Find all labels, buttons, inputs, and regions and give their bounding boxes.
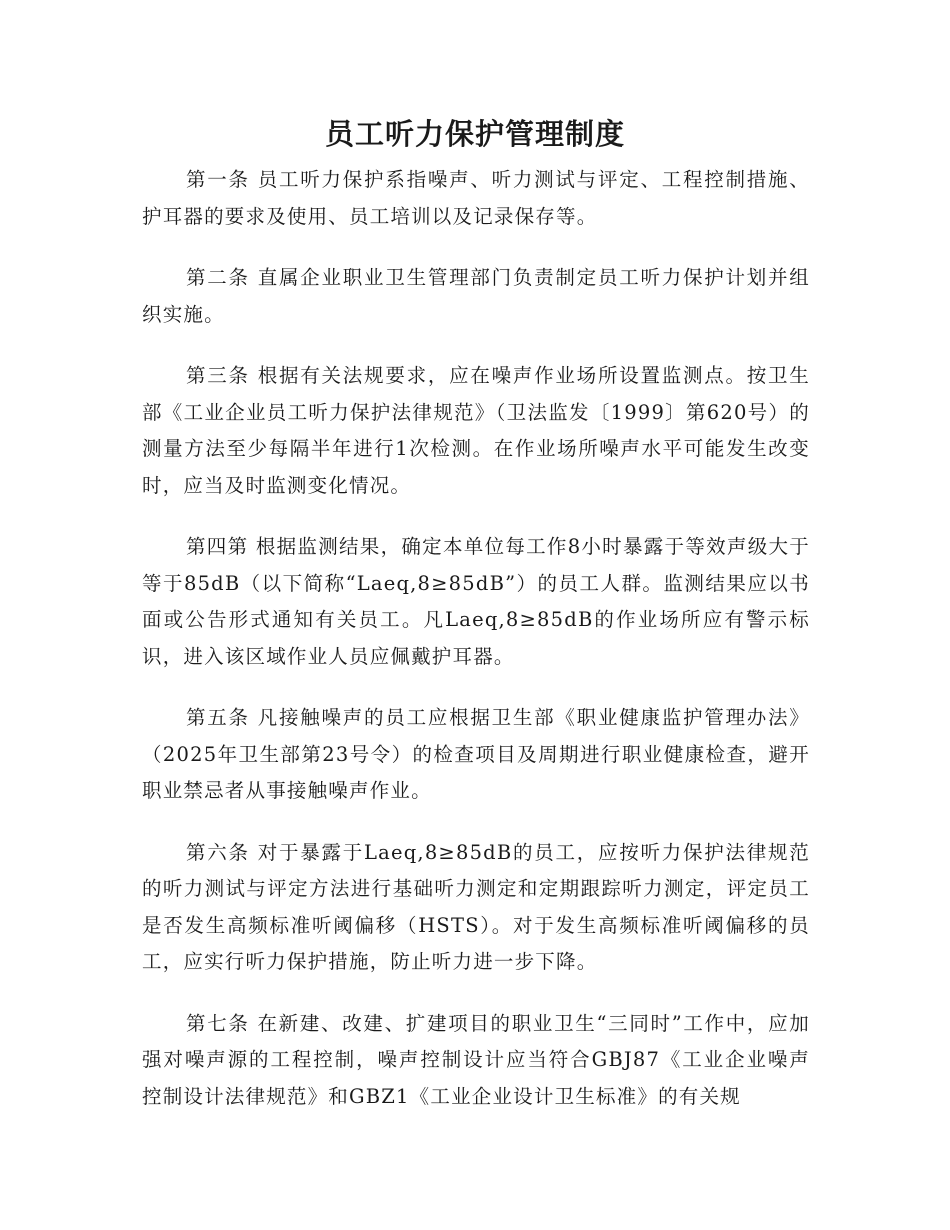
document-body [142, 162, 810, 1140]
article-3: 第三条 根据有关法规要求，应在噪声作业场所设置监测点。按卫生部《工业企业员工听力保护法律规范》（卫法监发〔1999〕第620号）的测量方法至少每隔半年进行1次检测。在作业场所噪声水平可能发生改变时，应当及时监测变化情况。 [142, 364, 810, 497]
article-6: 第六条 对于暴露于Laeq,8≥85dB的员工，应按听力保护法律规范的听力测试与评定方法进行基础听力测定和定期跟踪听力测定，评定员工是否发生高频标准听阈偏移（HSTS）。对于发生高频标准听阈偏移的员工，应实行听力保护措施，防止听力进一步下降。 [142, 840, 810, 973]
article-5: 第五条 凡接触噪声的员工应根据卫生部《职业健康监护管理办法》（2025年卫生部第23号令）的检查项目及周期进行职业健康检查，避开职业禁忌者从事接触噪声作业。 [142, 706, 810, 802]
article-2: 第二条 直属企业职业卫生管理部门负责制定员工听力保护计划并组织实施。 [142, 266, 810, 326]
document-title: 员工听力保护管理制度 [324, 117, 625, 151]
article-1: 第一条 员工听力保护系指噪声、听力测试与评定、工程控制措施、护耳器的要求及使用、员工培训以及记录保存等。 [142, 168, 810, 228]
article-7: 第七条 在新建、改建、扩建项目的职业卫生“三同时”工作中，应加强对噪声源的工程控制，噪声控制设计应当符合GBJ87《工业企业噪声控制设计法律规范》和GBZ1《工业企业设计卫生标准》的有关规 [142, 1011, 810, 1108]
article-4: 第四第 根据监测结果，确定本单位每工作8小时暴露于等效声级大于等于85dB（以下简称“Laeq,8≥85dB”）的员工人群。监测结果应以书面或公告形式通知有关员工。凡Laeq,8≥85dB的作业场所应有警示标识，进入该区域作业人员应佩戴护耳器。 [142, 535, 810, 668]
